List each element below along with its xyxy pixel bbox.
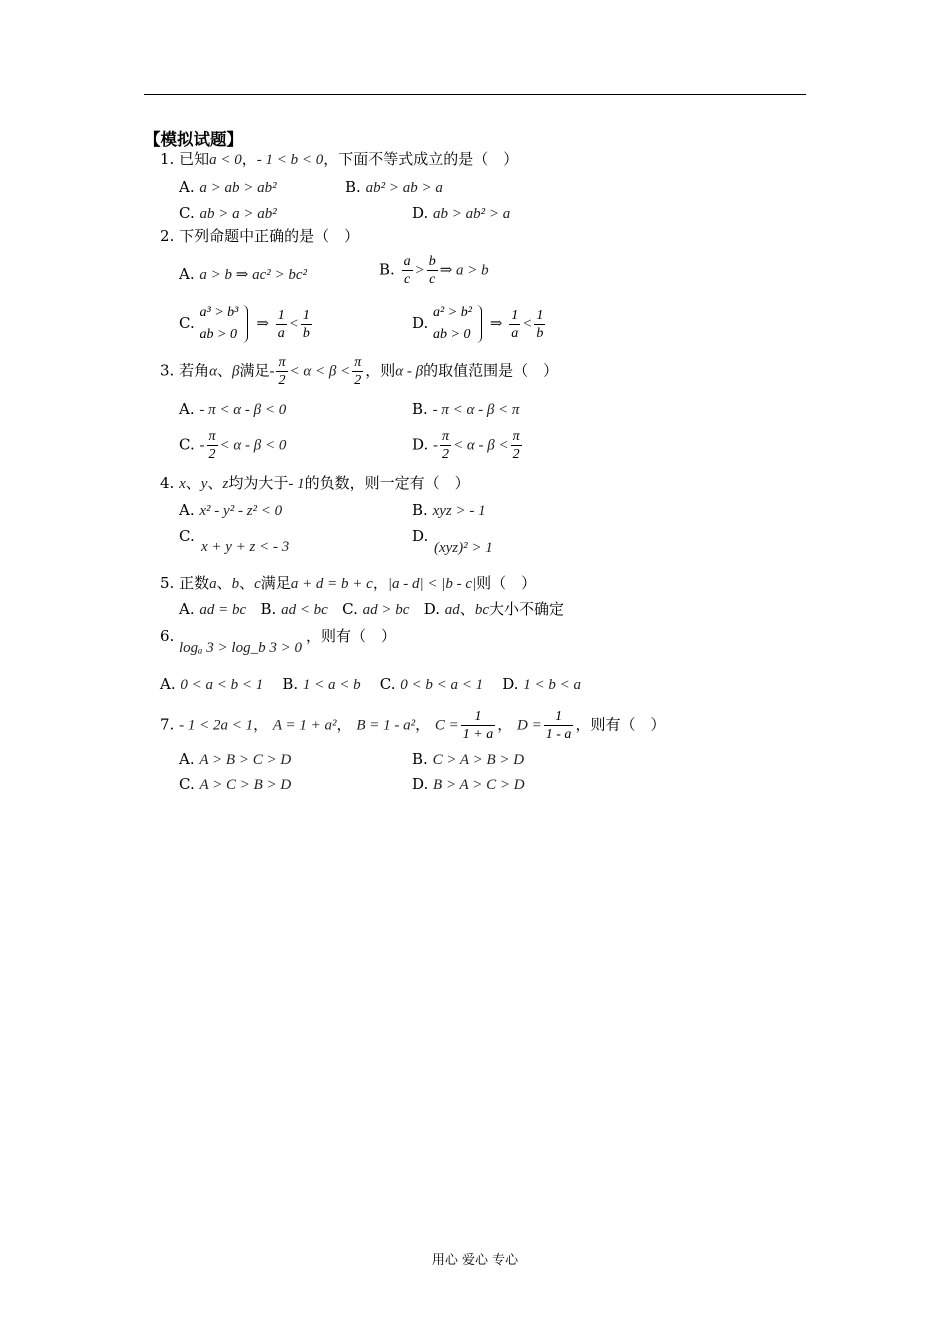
q4-option-d-label: D. — [412, 527, 429, 545]
q2-option-a: A. a > b ⇒ ac² > bc² — [179, 265, 308, 283]
q7-option-b: B. C > A > B > D — [412, 750, 525, 768]
question-5-stem: 5. 正数a、b、c满足a + d = b + c，|a - d| < |b - c|则（ ） — [160, 574, 537, 592]
q3-option-b: B. - π < α - β < π — [412, 400, 520, 418]
q4-option-d: (xyz)² > 1 — [434, 540, 493, 556]
q2-option-d: D. a² > b² ab > 0 ⇒ $\frac{1}{a}$ < $\frac{1}{b}$ — [412, 305, 544, 342]
question-6-number: 6. — [160, 627, 175, 645]
question-1-stem: 1. 已知a < 0，- 1 < b < 0，下面不等式成立的是（ ） — [160, 150, 519, 168]
q1-option-d: D. ab > ab² > a — [412, 204, 511, 222]
question-2-stem: 2. 下列命题中正确的是（ ） — [160, 227, 360, 245]
header-rule — [144, 94, 806, 95]
q4-option-c-label: C. — [179, 527, 195, 545]
section-title: 【模拟试题】 — [144, 130, 243, 149]
question-6-expr: logₐ 3 > log_b 3 > 0 — [179, 640, 302, 656]
q1-option-b: B. ab² > ab > a — [345, 178, 443, 196]
q2-option-b: B. $\frac{a}{c}$ > $\frac{b}{c}$ ⇒ a > b — [379, 254, 489, 287]
question-6-tail: ，则有（ ） — [306, 627, 397, 645]
q1-option-a: A. a > ab > ab² — [179, 178, 277, 196]
q3-option-d: D. - $\frac{\pi}{2}$ < α - β < $\frac{\pi}{2}$ — [412, 429, 520, 462]
q4-option-b: B. xyz > - 1 — [412, 501, 486, 519]
question-3-stem: 3. 若角α、β满足- $\frac{\pi}{2}$ < α < β < $\frac{\pi}{2}$ ，则α - β的取值范围是（ ） — [160, 355, 559, 388]
q1-option-c: C. ab > a > ab² — [179, 204, 277, 222]
page-footer: 用心 爱心 专心 — [431, 1253, 519, 1268]
q4-option-a: A. x² - y² - z² < 0 — [179, 501, 283, 519]
q5-options: A. ad = bc B. ad < bc C. ad > bc D. ad、bc大小不确定 — [179, 600, 564, 618]
q7-option-a: A. A > B > C > D — [179, 750, 292, 768]
question-4-stem: 4. x、y、z均为大于- 1的负数，则一定有（ ） — [160, 474, 470, 492]
q3-option-c: C. - $\frac{\pi}{2}$ < α - β < 0 — [179, 429, 287, 462]
q2-option-c: C. a³ > b³ ab > 0 ⇒ $\frac{1}{a}$ < $\frac{1}{b}$ — [179, 305, 310, 342]
q7-option-c: C. A > C > B > D — [179, 775, 292, 793]
q6-options: A. 0 < a < b < 1 B. 1 < a < b C. 0 < b < a < 1 D. 1 < b < a — [160, 675, 581, 693]
q4-option-c: x + y + z < - 3 — [201, 539, 290, 555]
q3-option-a: A. - π < α - β < 0 — [179, 400, 287, 418]
question-7-stem: 7. - 1 < 2a < 1， A = 1 + a²， B = 1 - a²， C = $\frac{1}{1 + a}$ ， D = $\frac{1}{1 - a}$ ，则有（ ） — [160, 709, 666, 742]
q7-option-d: D. B > A > C > D — [412, 775, 525, 793]
